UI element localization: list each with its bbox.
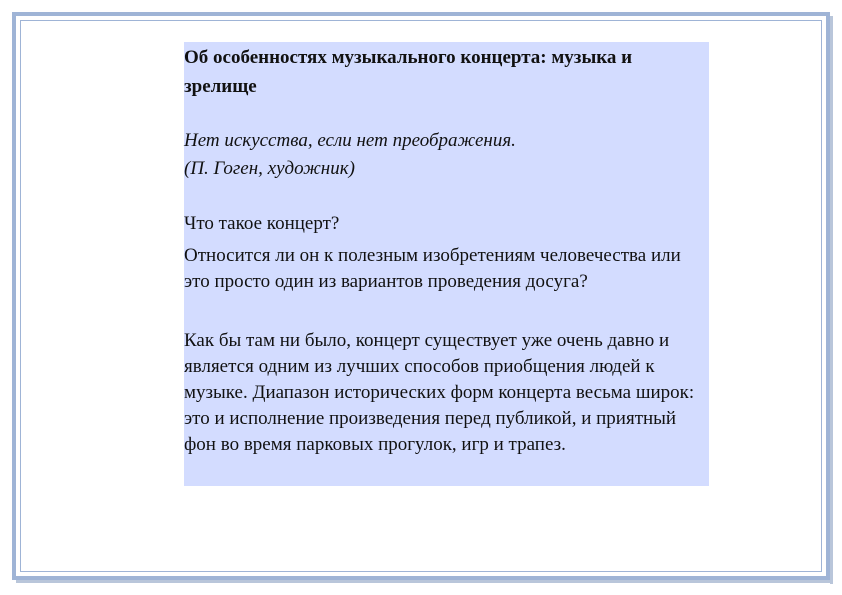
paragraph-history: Как бы там ни было, концерт существует уже очень давно и является одним из лучших способов приобщения людей к музыке. Диапазон исторических форм концерта весьма широк: это и исполнение произведения перед публикой, и приятный фон во время парковых прогулок, игр и трапез. — [184, 330, 695, 455]
epigraph — [184, 127, 516, 183]
paragraph-invention: Относится ли он к полезным изобретениям человечества или это просто один из вариантов проведения досуга? — [184, 245, 681, 292]
slide-title: Об особенностях музыкального концерта: музыка и зрелище — [184, 47, 633, 97]
slide-frame-shadow-right — [830, 16, 833, 584]
paragraph-question: Что такое концерт? — [184, 213, 340, 234]
epigraph-author: (П. Гоген, художник) — [184, 158, 355, 179]
epigraph-quote: Нет искусства, если нет преображения. — [184, 130, 516, 151]
slide-frame-shadow-bottom — [16, 580, 833, 583]
text-block — [184, 42, 709, 486]
